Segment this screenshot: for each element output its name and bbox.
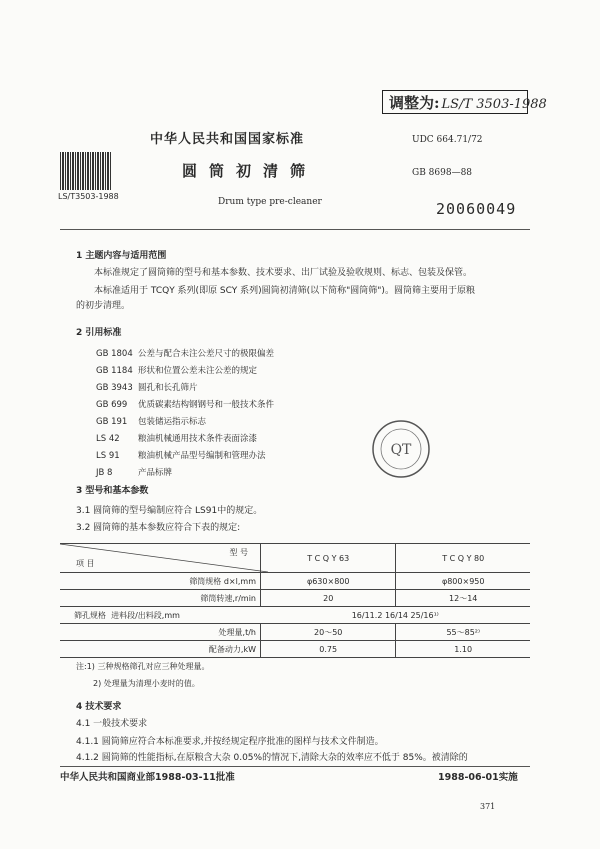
section-3-heading: 3 型号和基本参数 bbox=[76, 486, 149, 496]
section-3-clause-2: 3.2 圆筒筛的基本参数应符合下表的规定: bbox=[76, 523, 241, 533]
standard-name: 中华人民共和国国家标准 bbox=[150, 132, 305, 147]
section-1-paragraph-2b: 的初步清理。 bbox=[76, 301, 131, 311]
section-4-clause-1: 4.1 一般技术要求 bbox=[76, 719, 148, 729]
page-number: 371 bbox=[480, 802, 496, 811]
table-corner-cell bbox=[60, 544, 261, 573]
header-item: 项 目 bbox=[76, 559, 95, 568]
section-4-clause-1-1: 4.1.1 圆筒筛应符合本标准要求,并按经规定程序批准的图样与技术文件制造。 bbox=[76, 737, 384, 747]
header-model: 型 号 bbox=[229, 548, 248, 557]
header-model-2: T C Q Y 80 bbox=[396, 544, 530, 573]
table-header-row bbox=[60, 544, 530, 573]
svg-text:QT: QT bbox=[390, 442, 412, 458]
cell-value: 0.75 bbox=[261, 641, 396, 658]
footer-divider bbox=[60, 766, 530, 767]
reference-item: GB 1804 公差与配合未注公差尺寸的极限偏差 bbox=[96, 349, 275, 359]
cell-value: 20 bbox=[261, 590, 396, 607]
reference-item: GB 699 优质碳素结构钢钢号和一般技术条件 bbox=[96, 400, 275, 410]
document-title: 圆筒初清筛 bbox=[182, 162, 318, 180]
cell-value: 55～85²⁾ bbox=[396, 624, 530, 641]
table-row bbox=[60, 607, 530, 624]
table-row bbox=[60, 641, 530, 658]
approval-line: 中华人民共和国商业部1988-03-11批准 bbox=[60, 772, 235, 783]
barcode-label: LS/T3503-1988 bbox=[58, 192, 119, 201]
reference-item: GB 1184 形状和位置公差未注公差的规定 bbox=[96, 366, 258, 376]
section-3-clause-1: 3.1 圆筒筛的型号编制应符合 LS91中的规定。 bbox=[76, 506, 263, 516]
udc-code: UDC 664.71/72 bbox=[412, 135, 483, 145]
reference-list bbox=[96, 347, 274, 483]
seal-stamp bbox=[370, 418, 432, 480]
section-4-clause-1-2: 4.1.2 圆筒筛的性能指标,在原粮含大杂 0.05%的情况下,清除大杂的效率应不低于 85%。被清除的 bbox=[76, 753, 468, 763]
row-label: 处理量,t/h bbox=[60, 624, 261, 641]
handwritten-number: 20060049 bbox=[436, 200, 517, 218]
reference-item: LS 91 粮油机械产品型号编制和管理办法 bbox=[96, 451, 266, 461]
cell-value: 20～50 bbox=[261, 624, 396, 641]
cell-value: 12～14 bbox=[396, 590, 530, 607]
cell-value: 1.10 bbox=[396, 641, 530, 658]
effective-date: 1988-06-01实施 bbox=[438, 772, 518, 783]
adjustment-stamp bbox=[382, 90, 547, 114]
section-2-heading: 2 引用标准 bbox=[76, 328, 122, 338]
reference-item: JB 8 产品标牌 bbox=[96, 468, 173, 478]
cell-value: 16/11.2 16/14 25/16¹⁾ bbox=[261, 607, 531, 624]
section-4-heading: 4 技术要求 bbox=[76, 702, 122, 712]
table-row bbox=[60, 624, 530, 641]
english-title: Drum type pre-cleaner bbox=[218, 197, 322, 207]
row-label: 筛孔规格 进料段/出料段,mm bbox=[60, 607, 261, 624]
parameter-table bbox=[60, 543, 530, 658]
header-divider bbox=[60, 229, 530, 230]
reference-item: GB 3943 圆孔和长孔筛片 bbox=[96, 383, 198, 393]
header-model-1: T C Q Y 63 bbox=[261, 544, 396, 573]
section-1-paragraph-1: 本标准规定了圆筒筛的型号和基本参数、技术要求、出厂试验及验收规则、标志、包装及保管。 bbox=[94, 268, 473, 278]
table-note-2: 2) 处理量为清理小麦时的值。 bbox=[93, 679, 200, 688]
row-label: 配备动力,kW bbox=[60, 641, 261, 658]
cell-value: φ630×800 bbox=[261, 573, 396, 590]
gb-code: GB 8698—88 bbox=[412, 168, 473, 178]
row-label: 筛筒转速,r/min bbox=[60, 590, 261, 607]
row-label: 筛筒规格 d×l,mm bbox=[60, 573, 261, 590]
reference-item: GB 191 包装储运指示标志 bbox=[96, 417, 207, 427]
table-row bbox=[60, 573, 530, 590]
table-note-1: 注:1) 三种规格筛孔对应三种处理量。 bbox=[76, 662, 210, 671]
section-1-paragraph-2a: 本标准适用于 TCQY 系列(即原 SCY 系列)圆筒初清筛(以下简称"圆筒筛")。圆筒筛主要用于原粮 bbox=[94, 286, 475, 296]
reference-item: LS 42 粮油机械通用技术条件表面涂漆 bbox=[96, 434, 258, 444]
table-row bbox=[60, 590, 530, 607]
cell-value: φ800×950 bbox=[396, 573, 530, 590]
stamp-label: 调整为: bbox=[389, 94, 440, 112]
barcode-image bbox=[60, 152, 112, 190]
stamp-code: LS/T 3503-1988 bbox=[441, 97, 547, 112]
section-1-heading: 1 主题内容与适用范围 bbox=[76, 251, 167, 261]
